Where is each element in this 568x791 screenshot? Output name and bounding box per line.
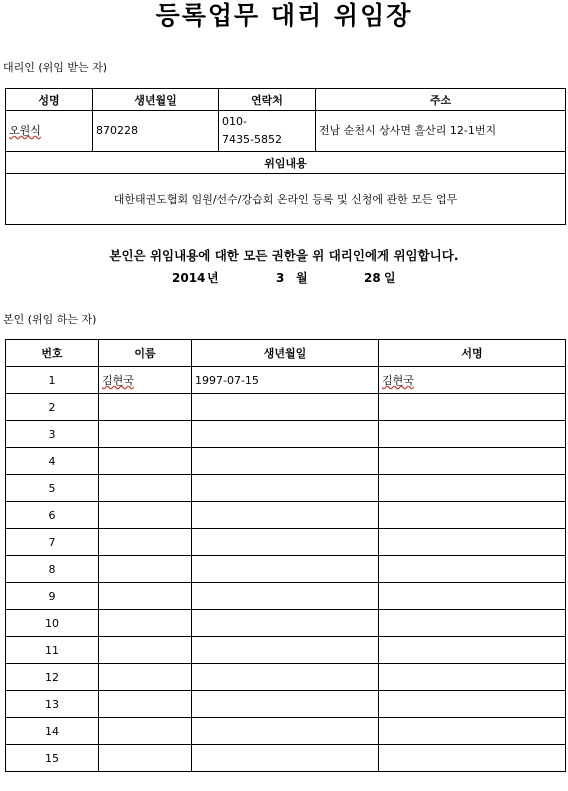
principal-header-row xyxy=(6,340,566,367)
row-number-cell[interactable] xyxy=(6,610,99,637)
row-signature-cell[interactable] xyxy=(379,583,566,610)
agent-address-cell[interactable] xyxy=(316,111,566,152)
table-row xyxy=(6,421,566,448)
row-name-cell[interactable] xyxy=(99,367,192,394)
date-day: 28 xyxy=(364,271,381,285)
row-birth-cell[interactable] xyxy=(192,718,379,745)
principal-header-num: 번호 xyxy=(6,340,99,367)
row-signature-text: 김현국 xyxy=(382,374,414,387)
delegation-statement: 본인은 위임내용에 대한 모든 권한을 위 대리인에게 위임합니다. xyxy=(109,248,459,263)
row-name-cell[interactable] xyxy=(99,448,192,475)
date-month: 3 xyxy=(276,271,285,285)
table-row xyxy=(6,691,566,718)
row-name-cell[interactable] xyxy=(99,421,192,448)
mandate-body-row xyxy=(6,174,566,225)
row-number-text: 12 xyxy=(45,670,59,684)
row-signature-cell[interactable] xyxy=(379,745,566,772)
row-name-text: 김현국 xyxy=(102,374,134,387)
date-year-unit: 년 xyxy=(207,271,219,285)
table-row xyxy=(6,718,566,745)
row-name-cell[interactable] xyxy=(99,718,192,745)
row-name-cell[interactable] xyxy=(99,529,192,556)
row-signature-cell[interactable] xyxy=(379,475,566,502)
row-number-text: 8 xyxy=(48,562,56,576)
row-signature-cell[interactable] xyxy=(379,367,566,394)
row-number-cell[interactable] xyxy=(6,475,99,502)
row-birth-cell[interactable] xyxy=(192,745,379,772)
principal-table xyxy=(5,339,566,772)
row-birth-cell[interactable] xyxy=(192,394,379,421)
row-birth-cell[interactable] xyxy=(192,448,379,475)
row-number-cell[interactable] xyxy=(6,664,99,691)
row-number-cell[interactable] xyxy=(6,691,99,718)
row-birth-cell[interactable] xyxy=(192,691,379,718)
row-number-text: 9 xyxy=(48,589,56,603)
mandate-header-row xyxy=(6,152,566,174)
row-signature-cell[interactable] xyxy=(379,556,566,583)
table-row xyxy=(6,637,566,664)
row-signature-cell[interactable] xyxy=(379,502,566,529)
row-birth-cell[interactable] xyxy=(192,367,379,394)
row-number-text: 3 xyxy=(48,427,56,441)
row-number-text: 6 xyxy=(48,508,56,522)
row-birth-text: 1997-07-15 xyxy=(195,373,259,387)
agent-header-address: 주소 xyxy=(316,89,566,111)
row-number-text: 15 xyxy=(45,751,59,765)
row-birth-cell[interactable] xyxy=(192,610,379,637)
table-row xyxy=(6,610,566,637)
row-number-text: 7 xyxy=(48,535,56,549)
principal-table-body xyxy=(6,367,566,772)
principal-header-name: 이름 xyxy=(99,340,192,367)
row-name-cell[interactable] xyxy=(99,394,192,421)
mandate-header: 위임내용 xyxy=(6,152,566,174)
row-signature-cell[interactable] xyxy=(379,421,566,448)
row-number-text: 2 xyxy=(48,400,56,414)
agent-phone-cell[interactable] xyxy=(219,111,316,152)
row-birth-cell[interactable] xyxy=(192,583,379,610)
row-number-text: 5 xyxy=(48,481,56,495)
table-row xyxy=(6,529,566,556)
agent-birth-cell[interactable]: 870228 xyxy=(93,111,219,152)
row-number-cell[interactable] xyxy=(6,367,99,394)
agent-phone-line1: 010- xyxy=(222,115,247,128)
row-number-cell[interactable] xyxy=(6,394,99,421)
row-number-cell[interactable] xyxy=(6,556,99,583)
row-number-text: 4 xyxy=(48,454,56,468)
row-number-cell[interactable] xyxy=(6,529,99,556)
row-birth-cell[interactable] xyxy=(192,637,379,664)
row-number-cell[interactable] xyxy=(6,637,99,664)
agent-header-row xyxy=(6,89,566,111)
row-signature-cell[interactable] xyxy=(379,718,566,745)
row-number-cell[interactable] xyxy=(6,421,99,448)
row-number-text: 10 xyxy=(45,616,59,630)
page-title: 등록업무 대리 위임장 xyxy=(155,1,413,30)
agent-name: 오원식 xyxy=(9,124,41,137)
table-row xyxy=(6,448,566,475)
row-number-text: 14 xyxy=(45,724,59,738)
principal-section-label: 본인 (위임 하는 자) xyxy=(3,313,97,326)
row-name-cell[interactable] xyxy=(99,475,192,502)
row-birth-cell[interactable] xyxy=(192,529,379,556)
row-number-cell[interactable] xyxy=(6,502,99,529)
table-row xyxy=(6,583,566,610)
row-number-text: 13 xyxy=(45,697,59,711)
row-number-cell[interactable] xyxy=(6,718,99,745)
row-name-cell[interactable] xyxy=(99,745,192,772)
row-name-cell[interactable] xyxy=(99,556,192,583)
row-signature-cell[interactable] xyxy=(379,529,566,556)
date-year: 2014 xyxy=(172,271,206,285)
row-number-cell[interactable] xyxy=(6,448,99,475)
row-birth-cell[interactable] xyxy=(192,556,379,583)
row-birth-cell[interactable] xyxy=(192,421,379,448)
principal-header-birth: 생년월일 xyxy=(192,340,379,367)
agent-address: 전남 순천시 상사면 흘산리 12-1번지 xyxy=(319,124,497,137)
agent-header-name: 성명 xyxy=(6,89,93,111)
table-row xyxy=(6,502,566,529)
row-birth-cell[interactable] xyxy=(192,475,379,502)
row-signature-cell[interactable] xyxy=(379,394,566,421)
agent-section-label: 대리인 (위임 받는 자) xyxy=(3,61,108,74)
agent-name-cell[interactable] xyxy=(6,111,93,152)
table-row xyxy=(6,664,566,691)
row-name-cell[interactable] xyxy=(99,502,192,529)
row-number-text: 11 xyxy=(45,643,59,657)
row-number-text: 1 xyxy=(48,373,56,387)
row-name-cell[interactable] xyxy=(99,610,192,637)
row-name-cell[interactable] xyxy=(99,664,192,691)
row-number-cell[interactable] xyxy=(6,745,99,772)
row-birth-cell[interactable] xyxy=(192,502,379,529)
row-number-cell[interactable] xyxy=(6,583,99,610)
table-row xyxy=(6,367,566,394)
row-signature-cell[interactable] xyxy=(379,610,566,637)
date-day-unit: 일 xyxy=(384,271,396,285)
row-name-cell[interactable] xyxy=(99,637,192,664)
agent-value-row xyxy=(6,111,566,152)
row-signature-cell[interactable] xyxy=(379,637,566,664)
table-row xyxy=(6,394,566,421)
row-birth-cell[interactable] xyxy=(192,664,379,691)
date-month-unit: 월 xyxy=(296,271,308,285)
agent-header-birth: 생년월일 xyxy=(93,89,219,111)
table-row xyxy=(6,475,566,502)
row-name-cell[interactable] xyxy=(99,583,192,610)
agent-table xyxy=(5,88,566,225)
row-signature-cell[interactable] xyxy=(379,664,566,691)
mandate-text[interactable]: 대한태권도협회 임원/선수/강습회 온라인 등록 및 신청에 관한 모든 업무 xyxy=(6,174,566,225)
row-signature-cell[interactable] xyxy=(379,691,566,718)
row-name-cell[interactable] xyxy=(99,691,192,718)
table-row xyxy=(6,745,566,772)
agent-phone-line2: 7435-5852 xyxy=(222,133,282,146)
table-row xyxy=(6,556,566,583)
agent-header-phone: 연락처 xyxy=(219,89,316,111)
row-signature-cell[interactable] xyxy=(379,448,566,475)
principal-header-sign: 서명 xyxy=(379,340,566,367)
